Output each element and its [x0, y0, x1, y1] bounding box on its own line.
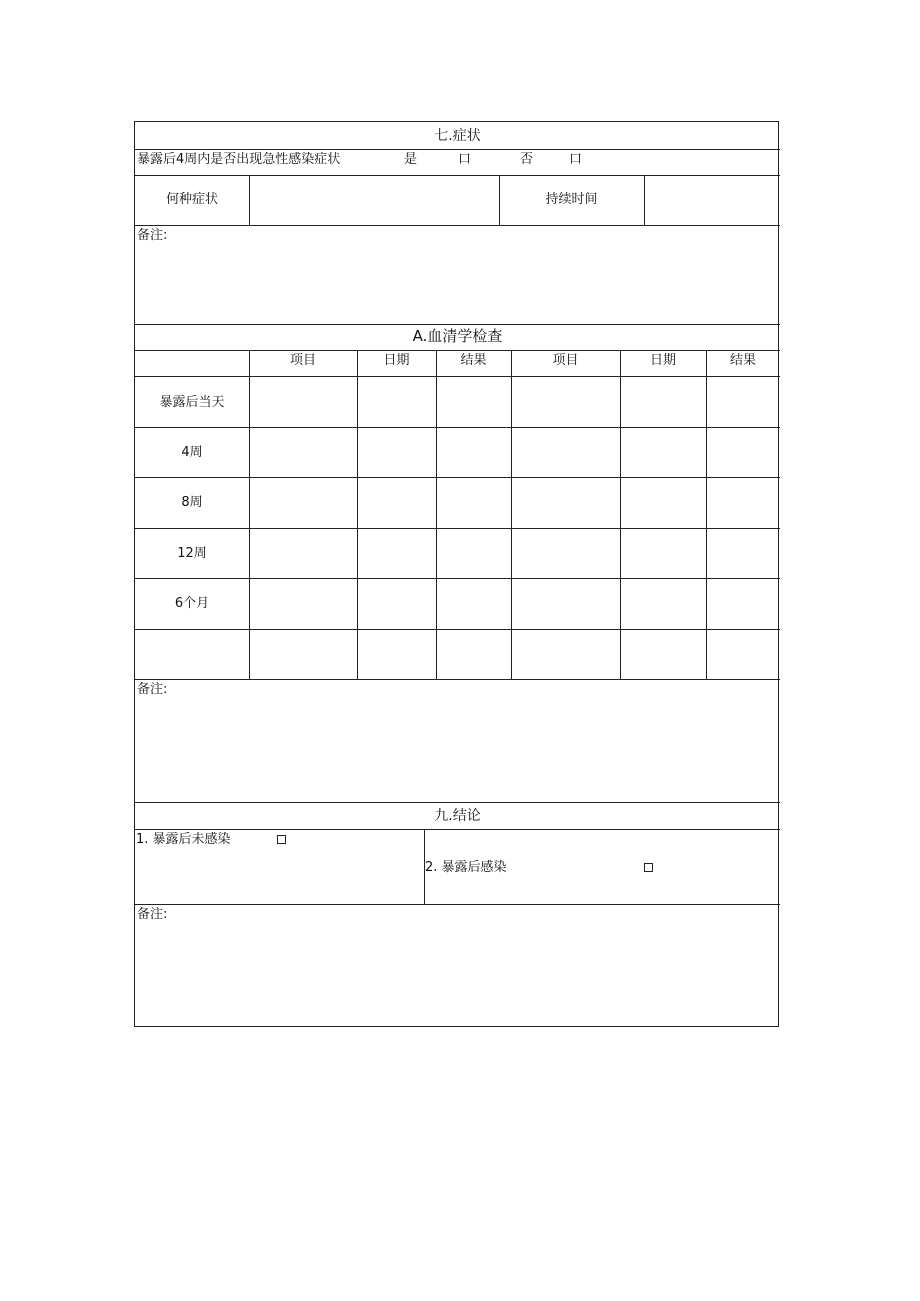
section-7-remark-label: 备注:: [137, 228, 168, 243]
not-infected-checkbox[interactable]: [277, 835, 286, 844]
row-label-6-months: 6个月: [174, 596, 210, 611]
row-label-exposure-day: 暴露后当天: [159, 395, 225, 410]
divider: [135, 225, 780, 226]
header-result-1: 结果: [460, 353, 487, 368]
divider: [135, 376, 780, 377]
table-row-divider: [135, 427, 780, 428]
conclusion-infected-label: 2. 暴露后感染: [425, 860, 507, 875]
divider: [135, 324, 780, 325]
divider: [135, 904, 780, 905]
table-row-divider: [135, 528, 780, 529]
divider: [644, 175, 645, 225]
acute-symptom-question: 暴露后4周内是否出现急性感染症状: [137, 152, 341, 167]
no-label: 否: [520, 152, 534, 167]
exposure-record-form: [134, 121, 779, 1027]
divider: [135, 679, 780, 680]
table-row-divider: [135, 578, 780, 579]
divider: [135, 175, 780, 176]
row-label-12-weeks: 12周: [177, 546, 207, 561]
header-date-1: 日期: [383, 353, 410, 368]
duration-label: 持续时间: [545, 192, 598, 207]
section-9-remark-label: 备注:: [137, 907, 168, 922]
table-column-divider: [511, 350, 512, 679]
symptom-type-label: 何种症状: [165, 192, 218, 207]
section-8-remark-label: 备注:: [137, 682, 168, 697]
table-row-divider: [135, 477, 780, 478]
divider: [135, 802, 780, 803]
table-column-divider: [706, 350, 707, 679]
divider: [135, 829, 780, 830]
header-date-2: 日期: [649, 353, 676, 368]
header-result-2: 结果: [729, 353, 756, 368]
table-column-divider: [436, 350, 437, 679]
infected-checkbox[interactable]: [644, 863, 653, 872]
table-column-divider: [620, 350, 621, 679]
row-label-4-weeks: 4周: [181, 445, 203, 460]
section-8-title: A.血清学检查: [412, 327, 503, 345]
table-column-divider: [249, 350, 250, 679]
header-item-1: 项目: [289, 353, 316, 368]
table-column-divider: [357, 350, 358, 679]
yes-checkbox[interactable]: 口: [458, 152, 472, 167]
yes-label: 是: [404, 152, 418, 167]
section-9-title: 九.结论: [434, 808, 481, 824]
divider: [249, 175, 250, 225]
divider: [135, 350, 780, 351]
header-item-2: 项目: [552, 353, 579, 368]
no-checkbox[interactable]: 口: [569, 152, 583, 167]
table-row-divider: [135, 629, 780, 630]
row-label-8-weeks: 8周: [181, 495, 203, 510]
divider: [135, 149, 780, 150]
conclusion-not-infected-label: 1. 暴露后未感染: [136, 832, 231, 847]
section-7-title: 七.症状: [434, 128, 481, 144]
